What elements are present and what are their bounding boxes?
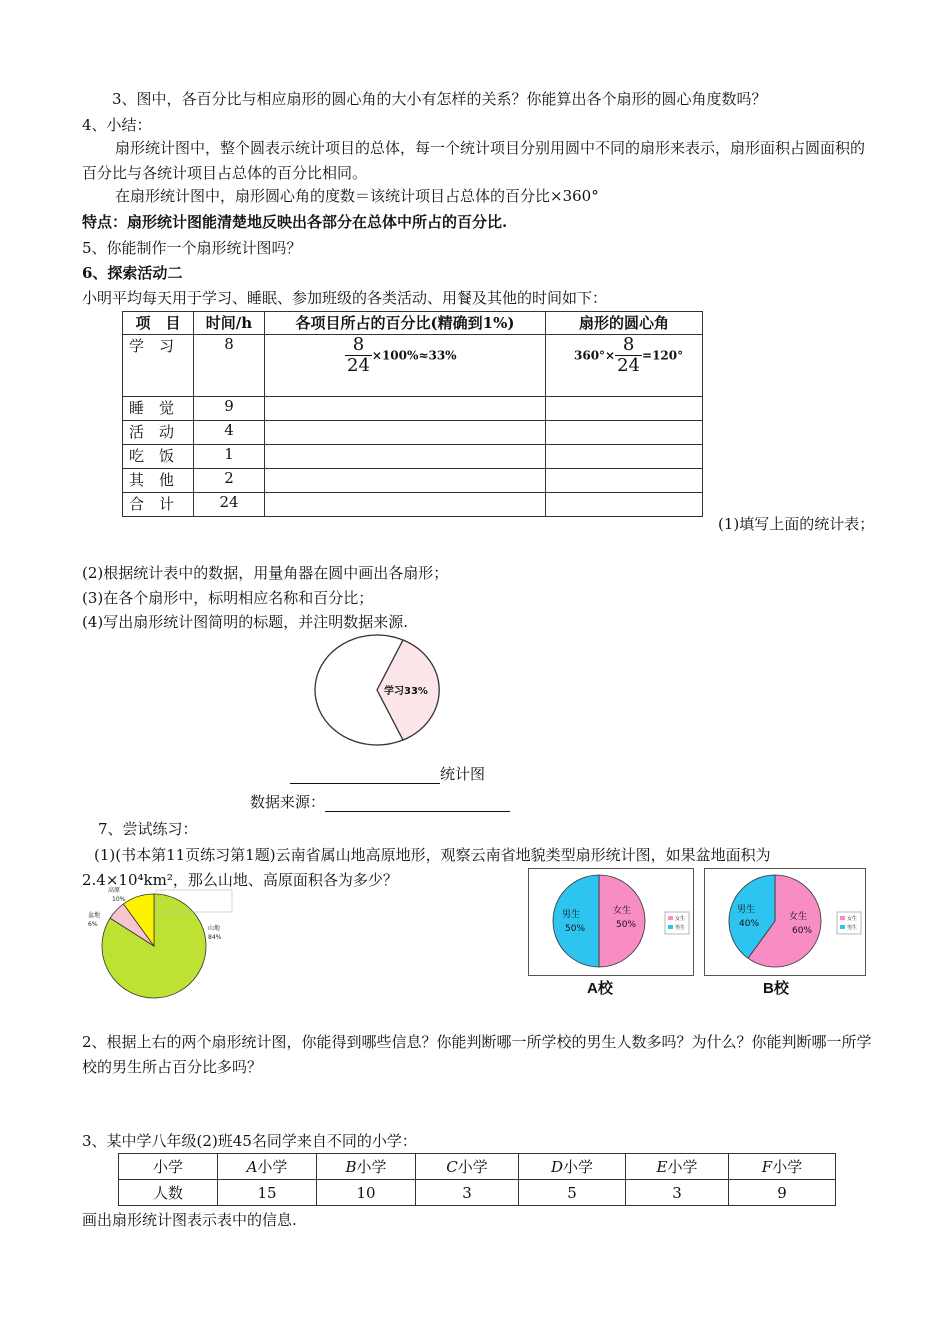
header-f: F小学 <box>729 1154 836 1180</box>
yunnan-pie-chart <box>84 886 234 1006</box>
chart-title-line: 统计图 <box>290 763 485 784</box>
legend-girls-swatch <box>668 916 673 920</box>
row-hours: 8 <box>194 335 265 397</box>
blank-cell[interactable] <box>546 469 703 493</box>
blank-cell[interactable] <box>265 493 546 517</box>
practice-1: (1)(书本第11页练习第1题)云南省属山地高原地形，观察云南省地貌类型扇形统计图，如果盆地面积为2.4×10⁴km²，那么山地、高原面积各为多少？ <box>82 846 771 889</box>
row-item: 活 动 <box>123 421 194 445</box>
header-angle: 扇形的圆心角 <box>546 312 703 335</box>
row-item: 睡 觉 <box>123 397 194 421</box>
activity-intro: 小明平均每天用于学习、睡眠、参加班级的各类活动、用餐及其他的时间如下： <box>82 289 608 307</box>
question-3-primary: 3、某中学八年级(2)班45名同学来自不同的小学： <box>82 1132 417 1150</box>
legend-boys: 男生 <box>847 925 858 931</box>
data-source-blank[interactable] <box>325 793 510 812</box>
a-boys-label: 男生 <box>562 910 581 920</box>
example-angle: 360°× $\frac{8}{24}$ =120° <box>546 335 703 397</box>
blank-cell[interactable] <box>265 421 546 445</box>
question-5: 5、你能制作一个扇形统计图吗？ <box>82 239 302 257</box>
count-e: 3 <box>626 1180 729 1206</box>
blank-cell[interactable] <box>546 421 703 445</box>
row-hours: 2 <box>194 469 265 493</box>
row-hours: 24 <box>194 493 265 517</box>
count-d: 5 <box>519 1180 626 1206</box>
blank-cell[interactable] <box>265 469 546 493</box>
table-row <box>123 397 703 421</box>
b-boys-label: 男生 <box>737 905 756 915</box>
header-a: A小学 <box>218 1154 317 1180</box>
row-item: 其 他 <box>123 469 194 493</box>
row-hours: 9 <box>194 397 265 421</box>
pct-basin: 6% <box>88 921 98 928</box>
legend-girls: 女生 <box>675 916 686 922</box>
activity-2-heading: 6、探索活动二 <box>82 264 183 282</box>
legend-boys: 男生 <box>675 925 686 931</box>
school-a-label: A校 <box>587 980 613 997</box>
task-4: (4)写出扇形统计图简明的标题，并注明数据来源. <box>82 613 409 631</box>
header-c: C小学 <box>416 1154 519 1180</box>
blank-cell[interactable] <box>546 397 703 421</box>
summary-heading: 4、小结： <box>82 116 152 134</box>
boys-slice <box>553 875 599 967</box>
school-b-label: B校 <box>763 980 789 997</box>
blank-cell[interactable] <box>546 445 703 469</box>
table-row <box>123 469 703 493</box>
legend-girls: 女生 <box>847 916 858 922</box>
table-row <box>123 421 703 445</box>
blank-cell[interactable] <box>265 445 546 469</box>
school-b-pie-chart <box>705 869 865 975</box>
row-item: 学 习 <box>123 335 194 397</box>
header-school: 小学 <box>119 1154 218 1180</box>
b-girls-pct: 60% <box>792 926 813 936</box>
legend-boys-swatch <box>668 925 673 929</box>
label-basin: 盆地 <box>88 912 101 919</box>
a-girls-pct: 50% <box>616 920 637 930</box>
data-source-line: 数据来源： <box>250 791 510 812</box>
pie-slice-label: 学习33% <box>384 686 428 697</box>
task-1: (1)填写上面的统计表； <box>718 515 875 533</box>
feature-note: 特点：扇形统计图能清楚地反映出各部分在总体中所占的百分比. <box>82 213 508 231</box>
legend-girls-swatch <box>840 916 845 920</box>
header-e: E小学 <box>626 1154 729 1180</box>
table-row <box>119 1154 836 1180</box>
blank-cell[interactable] <box>546 493 703 517</box>
header-hours: 时间/h <box>194 312 265 335</box>
final-instruction: 画出扇形统计图表示表中的信息. <box>82 1211 297 1229</box>
b-boys-pct: 40% <box>739 919 760 929</box>
legend-boys-swatch <box>840 925 845 929</box>
table-row <box>123 335 703 397</box>
row-item: 合 计 <box>123 493 194 517</box>
example-percent: $\frac{8}{24}$ ×100%≈33% <box>265 335 546 397</box>
row-hours: 4 <box>194 421 265 445</box>
a-girls-label: 女生 <box>613 906 632 916</box>
count-c: 3 <box>416 1180 519 1206</box>
primary-school-table <box>118 1153 836 1206</box>
header-b: B小学 <box>317 1154 416 1180</box>
practice-heading: 7、尝试练习： <box>98 820 198 838</box>
pct-plateau: 10% <box>112 896 126 903</box>
label-mountain: 山地 <box>208 925 221 932</box>
row-item: 吃 饭 <box>123 445 194 469</box>
a-boys-pct: 50% <box>565 924 586 934</box>
row-label: 人数 <box>119 1180 218 1206</box>
task-3: (3)在各个扇形中，标明相应名称和百分比； <box>82 589 374 607</box>
header-item: 项 目 <box>123 312 194 335</box>
chart-title-blank[interactable] <box>290 765 440 784</box>
blank-cell[interactable] <box>265 397 546 421</box>
count-f: 9 <box>729 1180 836 1206</box>
row-hours: 1 <box>194 445 265 469</box>
school-a-pie-chart <box>529 869 693 975</box>
time-table <box>122 311 703 517</box>
summary-paragraph-1: 扇形统计图中，整个圆表示统计项目的总体，每一个统计项目分别用圆中不同的扇形来表示，扇形面积占圆面积的百分比与各统计项目占总体的百分比相同。 <box>82 139 866 182</box>
table-row <box>123 445 703 469</box>
b-girls-label: 女生 <box>789 912 808 922</box>
summary-paragraph-2: 在扇形统计图中，扇形圆心角的度数＝该统计项目占总体的百分比×360° <box>115 187 599 205</box>
count-a: 15 <box>218 1180 317 1206</box>
school-a-chart-frame <box>528 868 694 976</box>
label-plateau: 高原 <box>108 887 121 894</box>
pct-mountain: 84% <box>208 934 222 941</box>
example-pie-chart <box>310 632 444 748</box>
school-b-chart-frame <box>704 868 866 976</box>
table-row <box>123 493 703 517</box>
question-3: 3、图中，各百分比与相应扇形的圆心角的大小有怎样的关系？你能算出各个扇形的圆心角度数吗？ <box>112 90 767 108</box>
task-2: (2)根据统计表中的数据，用量角器在圆中画出各扇形； <box>82 564 449 582</box>
question-2-schools: 2、根据上右的两个扇形统计图，你能得到哪些信息？你能判断哪一所学校的男生人数多吗？为什么？你能判断哪一所学校的男生所占百分比多吗？ <box>82 1033 872 1076</box>
table-row <box>119 1180 836 1206</box>
header-percent: 各项目所占的百分比(精确到1%) <box>265 312 546 335</box>
header-d: D小学 <box>519 1154 626 1180</box>
count-b: 10 <box>317 1180 416 1206</box>
